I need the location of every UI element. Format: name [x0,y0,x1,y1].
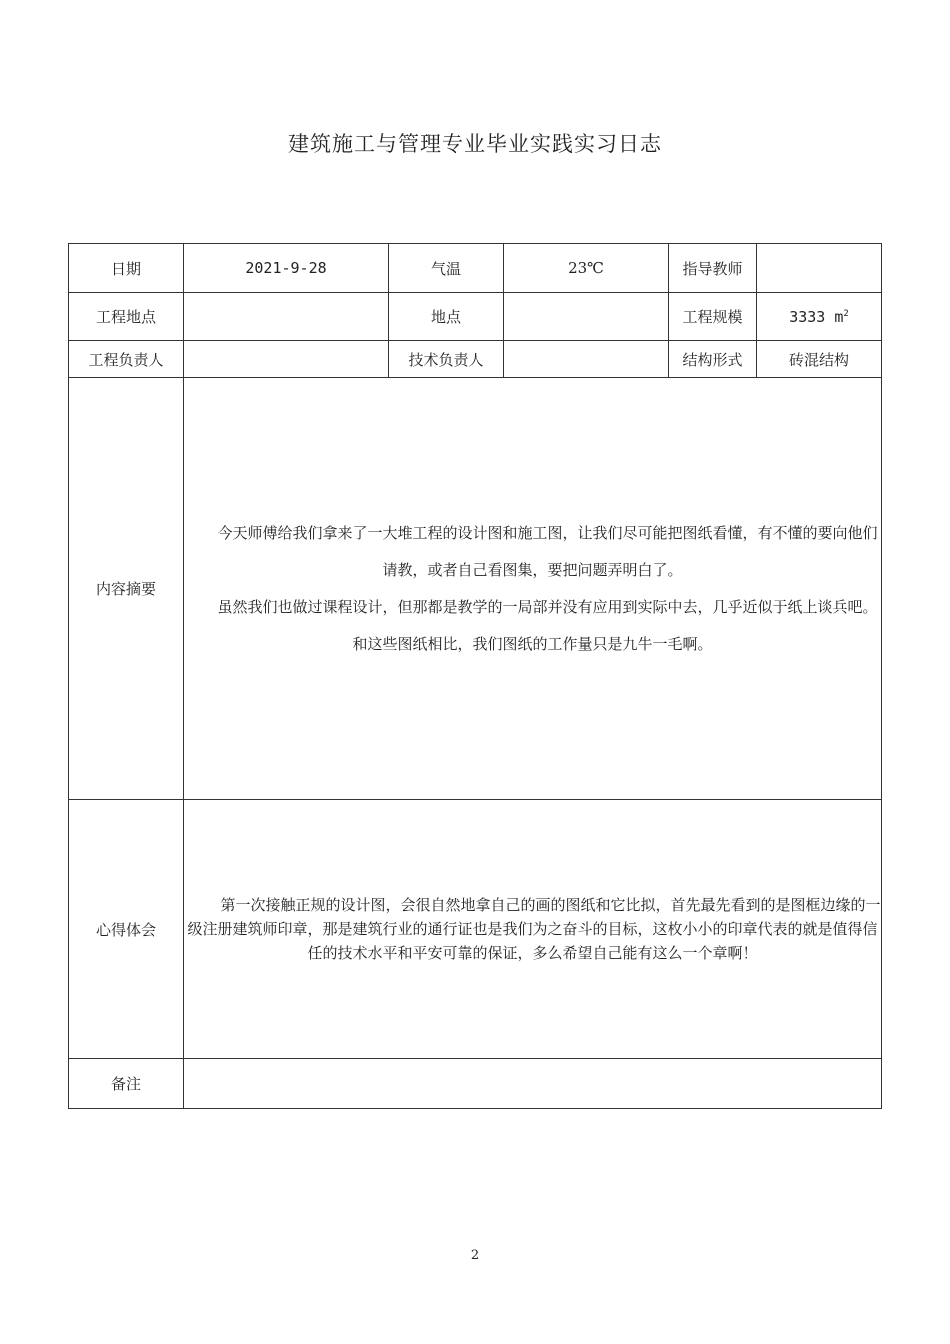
tech-lead-value [504,341,669,378]
table-row-date [69,244,882,293]
scale-unit-exponent: 2 [843,308,849,319]
date-value: 2021-9-28 [184,244,389,293]
remarks-label: 备注 [69,1059,184,1109]
summary-paragraph: 虽然我们也做过课程设计，但那都是教学的一局部并没有应用到实际中去，几乎近似于纸上谈兵吧。和这些图纸相比，我们图纸的工作量只是九牛一毛啊。 [217,597,878,653]
summary-label: 内容摘要 [69,378,184,800]
site-label: 工程地点 [69,293,184,341]
page-number: 2 [470,1248,480,1263]
internship-log-table [68,243,882,1109]
reflection-content [184,800,882,1059]
temperature-label: 气温 [389,244,504,293]
table-row-remarks [69,1059,882,1109]
scale-value-cell [757,293,882,341]
manager-label: 工程负责人 [69,341,184,378]
table-row-reflection [69,800,882,1059]
structure-value: 砖混结构 [757,341,882,378]
teacher-label: 指导教师 [669,244,757,293]
structure-label: 结构形式 [669,341,757,378]
site-value [184,293,389,341]
remarks-value [184,1059,882,1109]
place-label: 地点 [389,293,504,341]
temperature-value: 23℃ [504,244,669,293]
scale-value: 3333 m [789,307,844,326]
table-row-summary [69,378,882,800]
reflection-label: 心得体会 [69,800,184,1059]
scale-label: 工程规模 [669,293,757,341]
summary-content [184,378,882,800]
teacher-value [757,244,882,293]
tech-lead-label: 技术负责人 [389,341,504,378]
reflection-paragraph: 第一次接触正规的设计图，会很自然地拿自己的画的图纸和它比拟，首先最先看到的是图框边缘的一级注册建筑师印章，那是建筑行业的通行证也是我们为之奋斗的目标，这枚小小的印章代表的就是值得信任的技术水平和平安可靠的保证，多么希望自己能有这么一个章啊！ [187,896,881,962]
place-value [504,293,669,341]
manager-value [184,341,389,378]
table-row-site [69,293,882,341]
summary-paragraph: 今天师傅给我们拿来了一大堆工程的设计图和施工图，让我们尽可能把图纸看懂，有不懂的要向他们请教，或者自己看图集，要把问题弄明白了。 [217,523,878,579]
date-label: 日期 [69,244,184,293]
page-title: 建筑施工与管理专业毕业实践实习日志 [288,132,662,156]
table-row-manager [69,341,882,378]
